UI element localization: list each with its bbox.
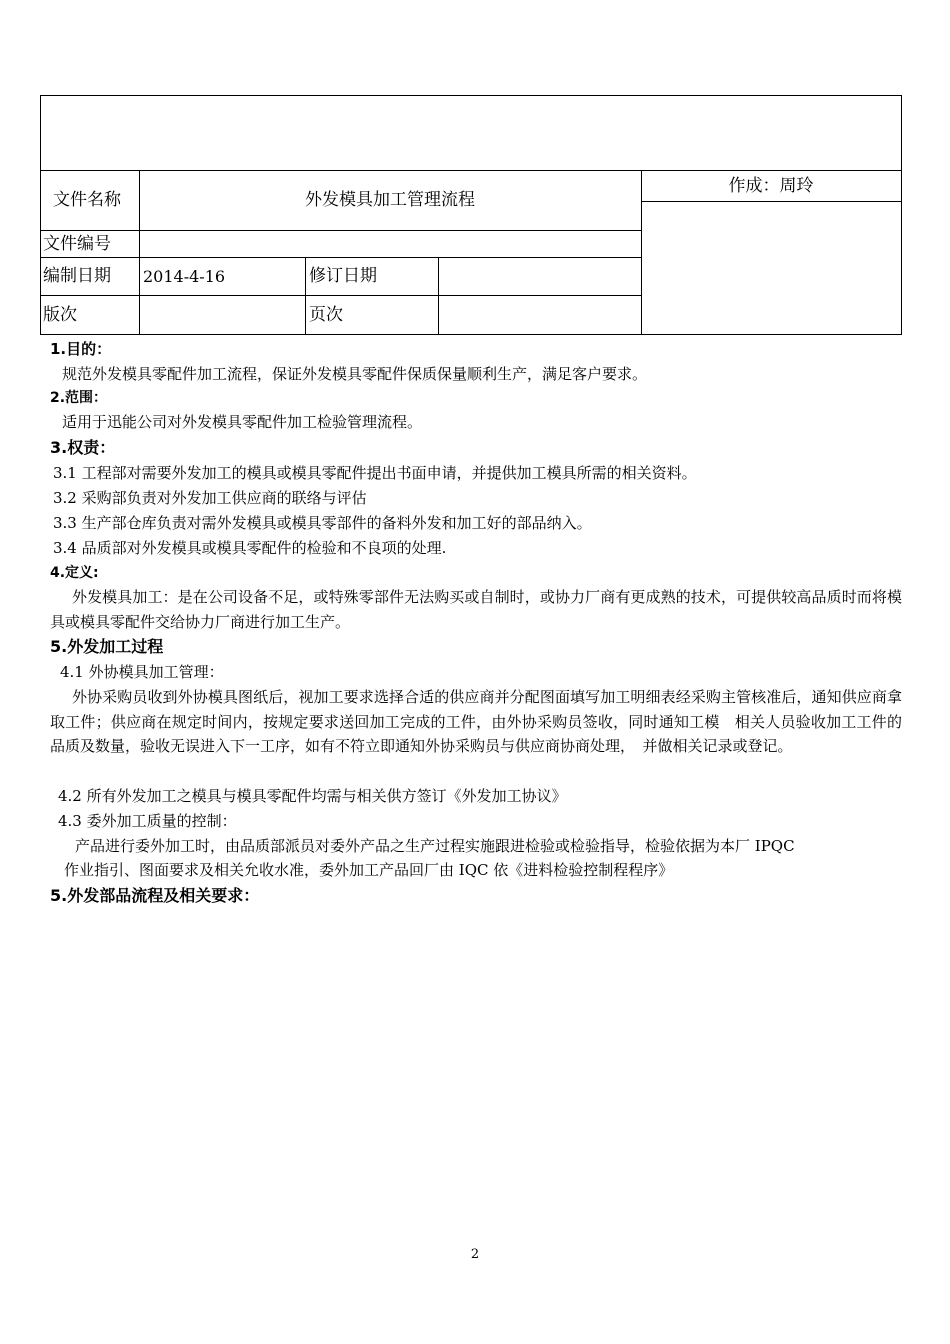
page-label: 页次	[309, 305, 343, 325]
doc-title-value: 外发模具加工管理流程	[305, 190, 475, 210]
section-definition-text: 外发模具加工：是在公司设备不足，或特殊零部件无法购买或自制时，或协力厂商有更成熟的技术，可提供较高品质时而将模具或模具零配件交给协力厂商进行加工生产。	[50, 588, 902, 631]
section-purpose-heading: 1.目的：	[50, 340, 112, 358]
page-number: 2	[470, 1247, 480, 1262]
process-item-4-2: 4.2 所有外发加工之模具与模具零配件均需与相关供方签订《外发加工协议》	[58, 787, 567, 805]
section-scope-heading: 2.范围：	[50, 390, 108, 406]
section-definition-heading: 4.定义:	[50, 565, 99, 581]
table-rule	[41, 230, 641, 231]
table-rule	[41, 257, 641, 258]
section-purpose-text: 规范外发模具零配件加工流程，保证外发模具零配件保质保量顺利生产，满足客户要求。	[62, 365, 648, 383]
version-label: 版次	[43, 305, 77, 325]
prepared-date-value: 2014-4-16	[143, 267, 226, 286]
process-text-4-3-line1: 产品进行委外加工时，由品质部派员对委外产品之生产过程实施跟进检验或检验指导，检验依据为本厂 IPQC	[75, 837, 795, 855]
doc-number-label: 文件编号	[43, 234, 111, 254]
section-responsibility-heading: 3.权责：	[50, 438, 116, 457]
table-rule	[41, 170, 901, 171]
table-rule	[641, 201, 901, 202]
table-rule	[41, 295, 641, 296]
revision-date-label: 修订日期	[309, 266, 377, 286]
responsibility-item: 3.4 品质部对外发模具或模具零配件的检验和不良项的处理.	[53, 539, 447, 557]
doc-title-label: 文件名称	[53, 190, 121, 210]
responsibility-item: 3.3 生产部仓库负责对需外发模具或模具零部件的备料外发和加工好的部品纳入。	[53, 514, 592, 532]
section-scope-text: 适用于迅能公司对外发模具零配件加工检验管理流程。	[62, 413, 423, 431]
responsibility-item: 3.2 采购部负责对外发加工供应商的联络与评估	[53, 489, 367, 507]
section-process-heading: 5.外发加工过程	[50, 637, 164, 656]
section-outsourced-parts-heading: 5.外发部品流程及相关要求：	[50, 886, 260, 905]
table-rule	[438, 257, 439, 334]
prepared-date-label: 编制日期	[43, 266, 111, 286]
process-subtitle-4-1: 4.1 外协模具加工管理：	[60, 663, 224, 681]
responsibility-item: 3.1 工程部对需要外发加工的模具或模具零配件提出书面申请，并提供加工模具所需的相关资料。	[53, 464, 697, 482]
process-subtitle-4-3: 4.3 委外加工质量的控制：	[58, 812, 237, 830]
process-text-4-1: 外协采购员收到外协模具图纸后，视加工要求选择合适的供应商并分配图面填写加工明细表经采购主管核准后，通知供应商拿取工件；供应商在规定时间内，按规定要求送回加工完成的工件，由外协采购员签收，同时通知工模 相关人员验收加工工件的品质及数量，验收无误进入下一工序，如有不符立即通知外协采购员与供应商协商处理， 并做相关记录或登记。	[50, 688, 902, 756]
document-header-table	[40, 95, 902, 335]
process-text-4-3-line2: 作业指引、图面要求及相关允收水准，委外加工产品回厂由 IQC 依《进料检验控制程程序》	[64, 861, 674, 879]
table-rule	[305, 257, 306, 334]
author-field: 作成：周玲	[728, 176, 814, 196]
